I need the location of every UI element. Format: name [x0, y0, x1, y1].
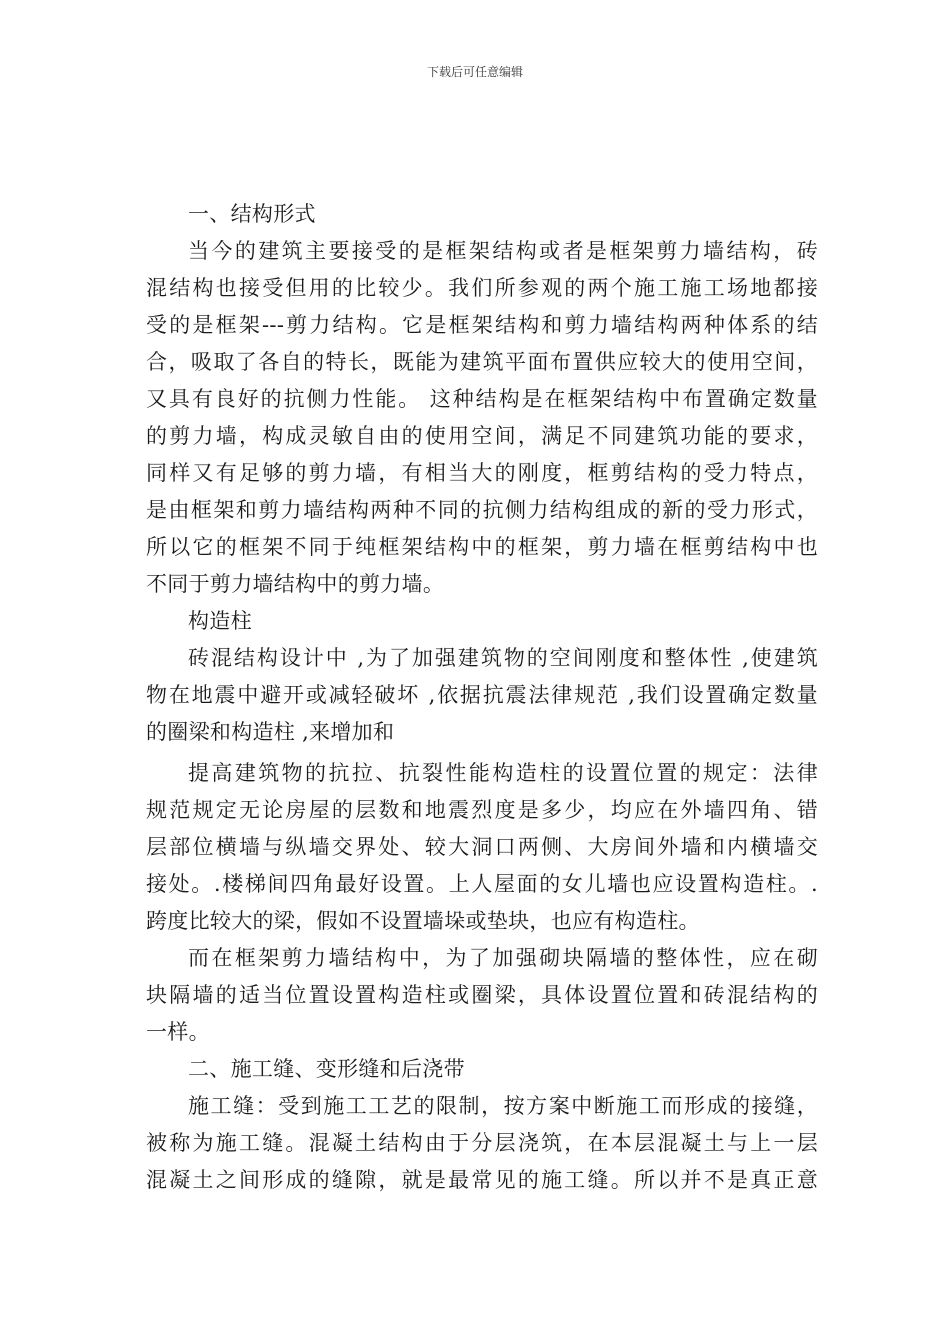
- section-heading-joints: 二、施工缝、变形缝和后浇带: [188, 1057, 465, 1081]
- text-line: 的剪力墙，构成灵敏自由的使用空间，满足不同建筑功能的要求，: [146, 424, 818, 448]
- text-line: 跨度比较大的梁，假如不设置墙垛或垫块，也应有构造柱。: [146, 909, 700, 933]
- text-line: 不同于剪力墙结构中的剪力墙。: [146, 572, 445, 596]
- text-line: 块隔墙的适当位置设置构造柱或圈梁，具体设置位置和砖混结构的: [146, 983, 818, 1007]
- text-line: 规范规定无论房屋的层数和地震烈度是多少，均应在外墙四角、错: [146, 798, 818, 822]
- text-line: 砖混结构设计中 ,为了加强建筑物的空间刚度和整体性 ,使建筑: [188, 646, 818, 670]
- text-line: 又具有良好的抗侧力性能。 这种结构是在框架结构中布置确定数量: [146, 387, 818, 411]
- paragraph-frame-shear-wall: [146, 940, 818, 1051]
- text-line: 一样。: [146, 1020, 210, 1044]
- text-line: 被称为施工缝。混凝土结构由于分层浇筑，在本层混凝土与上一层: [146, 1131, 818, 1155]
- text-line: 受的是框架---剪力结构。它是框架结构和剪力墙结构两种体系的结: [146, 313, 818, 337]
- text-line: 同样又有足够的剪力墙，有相当大的刚度，框剪结构的受力特点，: [146, 461, 818, 485]
- paragraph-structure-form: [146, 233, 818, 603]
- text-line: 当今的建筑主要接受的是框架结构或者是框架剪力墙结构，砖: [188, 239, 818, 263]
- text-line: 施工缝：受到施工工艺的限制，按方案中断施工而形成的接缝，: [188, 1094, 818, 1118]
- text-line: 合，吸取了各自的特长，既能为建筑平面布置供应较大的使用空间，: [146, 350, 818, 374]
- text-line: 的圈梁和构造柱 ,来增加和: [146, 720, 395, 744]
- text-line: 物在地震中避开或减轻破坏 ,依据抗震法律规范 ,我们设置确定数量: [146, 683, 818, 707]
- text-line: 提高建筑物的抗拉、抗裂性能构造柱的设置位置的规定：法律: [188, 761, 818, 785]
- document-body: [146, 196, 818, 1199]
- text-line: 是由框架和剪力墙结构两种不同的抗侧力结构组成的新的受力形式，: [146, 498, 818, 522]
- text-line: 所以它的框架不同于纯框架结构中的框架，剪力墙在框剪结构中也: [146, 535, 818, 559]
- text-line: 混凝土之间形成的缝隙，就是最常见的施工缝。所以并不是真正意: [146, 1168, 818, 1192]
- text-line: 而在框架剪力墙结构中，为了加强砌块隔墙的整体性，应在砌: [188, 946, 818, 970]
- subheading-structural-column: 构造柱: [188, 609, 252, 633]
- page-header: 下载后可任意编辑: [426, 65, 523, 79]
- text-line: 层部位横墙与纵墙交界处、较大洞口两侧、大房间外墙和内横墙交: [146, 835, 818, 859]
- paragraph-construction-joint: [146, 1088, 818, 1199]
- text-line: 接处。.楼梯间四角最好设置。上人屋面的女儿墙也应设置构造柱。.: [146, 872, 818, 896]
- paragraph-column-placement: [146, 755, 818, 940]
- paragraph-brick-concrete: [146, 640, 818, 751]
- text-line: 混结构也接受但用的比较少。我们所参观的两个施工施工场地都接: [146, 276, 818, 300]
- section-heading-structure-form: 一、结构形式: [188, 202, 316, 226]
